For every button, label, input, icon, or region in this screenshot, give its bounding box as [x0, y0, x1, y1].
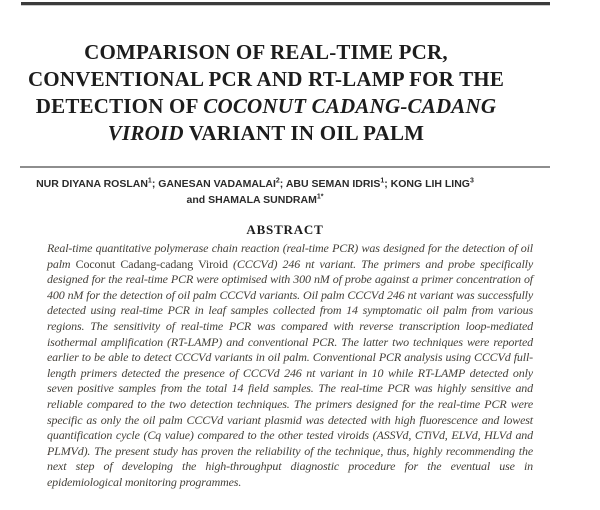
abstract-segment-roman: Coconut Cadang-cadang Viroid: [75, 256, 228, 271]
author-name: ; KONG LIH LING: [384, 178, 470, 190]
title-text-italic: VIROID: [107, 121, 184, 145]
author-affiliation-sup: 1: [147, 177, 152, 185]
abstract-segment-italic: (CCCVd) 246 nt variant. The primers and probe specifically designed for the real-time PCR were optimised with 300 nM of probe against a primer concentration of 400 nM for the detection of oil palm CCCVd variants. Oil palm CCCVd 246 nt variant was successfully detected using real-time PCR in leaf samples collected from 14 symptomatic oil palm from various regions. The sensitivity of real-time PCR was compared with reverse transcription loop-mediated isothermal amplification (RT-LAMP) and conventional PCR. The latter two techniques were reported earlier to be able to detect CCCVd variants in oil palm. Conventional PCR analysis using CCCVd full-length primers detected the presence of CCCVd 246 nt variant in 10 while RT-LAMP detected only seven positive samples from the total 14 field samples. The real-time PCR was highly sensitive and reliable compared to the two detection techniques. The primers designed for the real-time PCR were specific as only the oil palm CCCVd variant plasmid was detected with high fluorescence and lowest quantification cycle (Cq value) compared to the other tested viroids (ASSVd, CTiVd, ELVd, HLVd and PLMVd). The present study has proven the reliability of the technique, thus, highly recommending the next step of developing the high-throughput diagnostic procedure for the eventual use in epidemiological monitoring programmes.: [47, 256, 533, 489]
title-text: COMPARISON OF REAL-TIME PCR,: [84, 40, 448, 64]
top-rule: [21, 2, 550, 6]
title-line-1: [20, 39, 512, 66]
title-text: VARIANT IN OIL PALM: [183, 121, 425, 145]
title-line-2: [20, 66, 512, 93]
article-title: [20, 39, 512, 147]
authors-line-1: [20, 177, 490, 193]
author-name: NUR DIYANA ROSLAN: [36, 178, 148, 190]
abstract-heading: ABSTRACT: [246, 222, 324, 237]
author-affiliation-sup: 1: [380, 177, 385, 185]
title-text: DETECTION OF: [35, 94, 204, 118]
author-name: and SHAMALA SUNDRAM: [186, 193, 317, 206]
title-text: CONVENTIONAL PCR AND RT-LAMP FOR THE: [27, 67, 505, 91]
authors-block: [20, 177, 490, 208]
author-name: ; ABU SEMAN IDRIS: [279, 178, 381, 190]
author-affiliation-sup: 2: [275, 177, 280, 185]
title-line-4: [20, 120, 512, 147]
author-affiliation-sup: 1*: [316, 193, 324, 200]
title-line-3: [20, 93, 512, 120]
author-affiliation-sup: 3: [469, 177, 474, 185]
abstract-paragraph: [47, 241, 533, 491]
authors-divider-rule: [20, 166, 550, 168]
authors-line-2: [20, 193, 490, 209]
title-text-italic: COCONUT CADANG-CADANG: [203, 94, 497, 118]
abstract-segment-italic: Real-time quantitative polymerase chain reaction (real-time PCR) was designed for the detection of oil palm: [47, 241, 533, 271]
author-name: ; GANESAN VADAMALAI: [151, 178, 276, 190]
